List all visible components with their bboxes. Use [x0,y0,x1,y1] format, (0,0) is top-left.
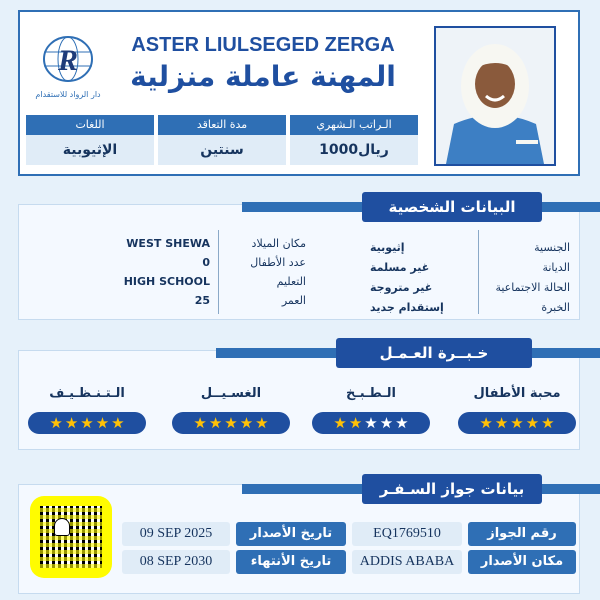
personal-field-label: الحالة الاجتماعية [495,281,570,294]
passport-number-label: رقم الجواز [468,522,576,546]
personal-field-label: الخبرة [541,301,570,314]
passport-title: بيانات جواز السـفـر [362,474,542,504]
star-icon: ★ [208,414,223,432]
skill-rating [458,412,576,434]
issue-date-value: 09 SEP 2025 [122,522,230,546]
skill-name: الغسـيــل [200,386,262,401]
star-icon: ★ [239,414,254,432]
expiry-date-value: 08 SEP 2030 [122,550,230,574]
personal-field-value: إستقدام جديد [370,301,444,314]
star-icon: ★ [95,414,110,432]
personal-field-value: 0 [202,256,210,269]
contract-value: سنتين [158,135,286,165]
work-experience-title: خـبــرة العـمـل [336,338,532,368]
snapchat-qr-code[interactable] [30,496,112,578]
snapchat-ghost-icon [54,518,70,536]
company-logo [28,34,108,99]
personal-field-label: عدد الأطفال [250,256,306,269]
personal-field-value: 25 [194,294,210,307]
star-icon: ★ [111,414,125,432]
star-icon: ★ [494,414,509,432]
personal-field-value: غير مسلمة [370,261,430,274]
worker-name: ASTER LIULSEGED ZERGA [131,34,395,56]
skill-rating [28,412,146,434]
personal-left-labels [226,234,306,310]
star-icon: ★ [379,414,394,432]
personal-field-label: التعليم [276,275,306,288]
personal-field-label: العمر [281,294,306,307]
star-icon: ★ [395,414,409,432]
globe-logo-icon [28,34,108,84]
issue-place-value: ADDIS ABABA [352,550,462,574]
personal-right-values [370,238,470,318]
star-icon: ★ [541,414,555,432]
star-icon: ★ [510,414,524,432]
skill-item [458,386,576,434]
issue-place-label: مكان الأصدار [468,550,576,574]
star-icon: ★ [333,414,347,432]
personal-field-value: غير متروجة [370,281,433,294]
personal-field-value: WEST SHEWA [126,237,210,250]
issue-date-label: تاريخ الأصدار [236,522,346,546]
languages-label: اللغات [26,115,154,135]
personal-right-labels [486,238,570,318]
personal-left-values [100,234,210,310]
star-icon: ★ [364,414,378,432]
star-icon: ★ [193,414,207,432]
contract-label: مدة التعاقد [158,115,286,135]
worker-photo [434,26,556,166]
logo-text: دار الرواد للاستقدام [35,90,101,99]
skill-item [312,386,430,434]
star-icon: ★ [255,414,269,432]
divider [478,230,479,314]
contract-box [158,115,286,165]
skill-name: محبة الأطفال [473,386,561,401]
passport-number-value: EQ1769510 [352,522,462,546]
star-icon: ★ [525,414,540,432]
expiry-date-label: تاريخ الأنتهاء [236,550,346,574]
star-icon: ★ [348,414,363,432]
divider [218,230,219,314]
personal-field-label: الديانة [542,261,570,274]
salary-box [290,115,418,165]
skill-item [172,386,290,434]
personal-field-label: الجنسية [534,241,570,254]
star-icon: ★ [49,414,63,432]
salary-label: الـراتب الـشهري [290,115,418,135]
skill-name: الـتـنـظـيـف [49,386,125,401]
star-icon: ★ [479,414,493,432]
skill-item [28,386,146,434]
star-icon: ★ [64,414,79,432]
star-icon: ★ [224,414,238,432]
skill-rating [312,412,430,434]
star-icon: ★ [80,414,94,432]
svg-text:R: R [57,44,79,77]
skill-name: الـطـبـخ [345,386,396,401]
personal-field-label: مكان الميلاد [251,237,306,250]
languages-value: الإثيوبية [26,135,154,165]
personal-data-title: البيانات الشخصية [362,192,542,222]
profession-title: المهنة عاملة منزلية [130,60,396,93]
salary-value: 1000ريال [290,135,418,165]
personal-field-value: HIGH SCHOOL [123,275,210,288]
skill-rating [172,412,290,434]
languages-box [26,115,154,165]
personal-field-value: إثيوبية [370,241,405,254]
